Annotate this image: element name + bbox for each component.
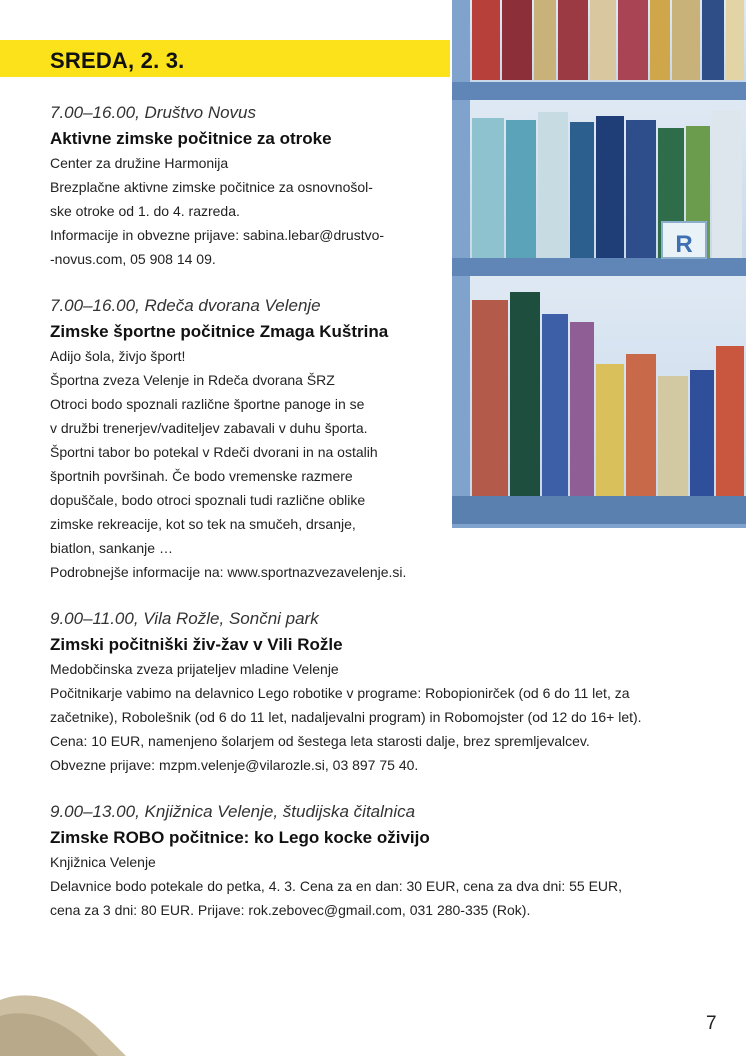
event-line: Otroci bodo spoznali različne športne panoge in se <box>50 396 365 412</box>
event-time: 9.00–13.00, Knjižnica Velenje, študijska čitalnica <box>50 802 416 821</box>
event-line: Center za družine Harmonija <box>50 155 229 171</box>
event-title: Zimske športne počitnice Zmaga Kuštrina <box>50 322 389 341</box>
books-top-row <box>472 0 744 80</box>
page-title: SREDA, 2. 3. <box>50 48 185 73</box>
event-line: Počitnikarje vabimo na delavnico Lego robotike v programe: Robopionirček (od 6 do 11 let, za <box>50 685 630 701</box>
date-banner <box>0 40 450 77</box>
page-number: 7 <box>706 1013 717 1034</box>
event-line: -novus.com, 05 908 14 09. <box>50 251 216 267</box>
event-line: ske otroke od 1. do 4. razreda. <box>50 203 240 219</box>
event-line: Knjižnica Velenje <box>50 854 156 870</box>
corner-texture <box>0 980 130 1056</box>
event-line: Delavnice bodo potekale do petka, 4. 3. Cena za en dan: 30 EUR, cena za dva dni: 55 EUR, <box>50 878 623 894</box>
event-time: 7.00–16.00, Društvo Novus <box>50 103 257 122</box>
event-block <box>50 799 710 922</box>
event-time: 9.00–11.00, Vila Rožle, Sončni park <box>50 609 319 628</box>
event-line: športnih površinah. Če bodo vremenske razmere <box>50 468 353 484</box>
event-line: Informacije in obvezne prijave: sabina.lebar@drustvo- <box>50 227 385 243</box>
event-line: Obvezne prijave: mzpm.velenje@vilarozle.si, 03 897 75 40. <box>50 757 419 773</box>
event-line: Brezplačne aktivne zimske počitnice za osnovnošol- <box>50 179 373 195</box>
event-block <box>50 293 710 584</box>
event-line: cena za 3 dni: 80 EUR. Prijave: rok.zebovec@gmail.com, 031 280-335 (Rok). <box>50 902 531 918</box>
event-line: začetnike), Robolešnik (od 6 do 11 let, nadaljevalni program) in Robomojster (od 12 do 16+ let). <box>50 709 642 725</box>
events-list <box>50 100 710 944</box>
event-title: Zimske ROBO počitnice: ko Lego kocke oživijo <box>50 828 430 847</box>
event-line: Cena: 10 EUR, namenjeno šolarjem od šestega leta starosti dalje, brez spremljevalcev. <box>50 733 590 749</box>
event-block <box>50 100 710 271</box>
event-line: Medobčinska zveza prijateljev mladine Velenje <box>50 661 339 677</box>
event-block <box>50 606 710 777</box>
event-time: 7.00–16.00, Rdeča dvorana Velenje <box>50 296 321 315</box>
event-line: Podrobnejše informacije na: www.sportnazvezavelenje.si. <box>50 564 407 580</box>
event-line: Adijo šola, živjo šport! <box>50 348 186 364</box>
cube-letter: R <box>675 231 693 258</box>
event-title: Aktivne zimske počitnice za otroke <box>50 129 332 148</box>
shelf-board <box>452 82 746 100</box>
event-line: zimske rekreacije, kot so tek na smučeh, drsanje, <box>50 516 356 532</box>
event-line: Športna zveza Velenje in Rdeča dvorana ŠRZ <box>50 372 335 388</box>
event-line: Športni tabor bo potekal v Rdeči dvorani in na ostalih <box>50 444 378 460</box>
event-title: Zimski počitniški živ-žav v Vili Rožle <box>50 635 343 654</box>
event-line: biatlon, sankanje … <box>50 540 173 556</box>
event-line: v družbi trenerjev/vaditeljev zabavali v duhu športa. <box>50 420 368 436</box>
event-line: dopuščale, bodo otroci spoznali tudi različne oblike <box>50 492 366 508</box>
